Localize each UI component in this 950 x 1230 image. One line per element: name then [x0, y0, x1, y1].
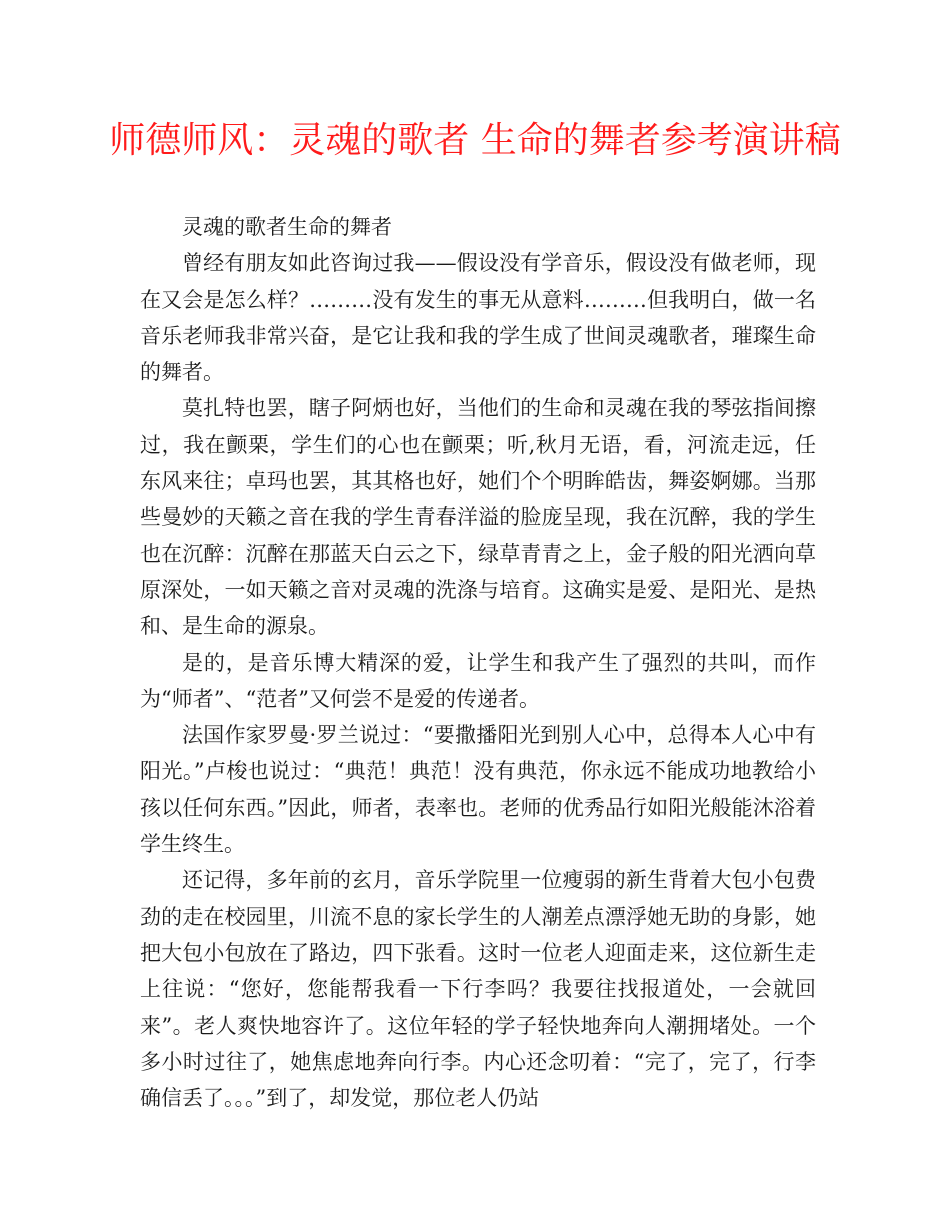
- paragraph: 莫扎特也罢，瞎子阿炳也好，当他们的生命和灵魂在我的琴弦指间擦过，我在颤栗，学生们的心也在颤栗；听,秋月无语，看，河流走远，任东风来往；卓玛也罢，其其格也好，她们个个明眸皓齿，舞姿婀娜。当那些曼妙的天籁之音在我的学生青春洋溢的脸庞呈现，我在沉醉，我的学生也在沉醉：沉醉在那蓝天白云之下，绿草青青之上，金子般的阳光洒向草原深处，一如天籁之音对灵魂的洗涤与培育。这确实是爱、是阳光、是热和、是生命的源泉。: [140, 396, 816, 639]
- paragraph: 灵魂的歌者生命的舞者: [182, 215, 392, 239]
- paragraph: 曾经有朋友如此咨询过我——假设没有学音乐，假设没有做老师，现在又会是怎么样？………没有发生的事无从意料………但我明白，做一名音乐老师我非常兴奋，是它让我和我的学生成了世间灵魂歌者，璀璨生命的舞者。: [140, 251, 816, 385]
- paragraph: 还记得，多年前的玄月，音乐学院里一位瘦弱的新生背着大包小包费劲的走在校园里，川流不息的家长学生的人潮差点漂浮她无助的身影，她把大包小包放在了路边，四下张看。这时一位老人迎面走来，这位新生走上往说：“您好，您能帮我看一下行李吗？我要往找报道处，一会就回来”。老人爽快地容许了。这位年轻的学子轻快地奔向人潮拥堵处。一个多小时过往了，她焦虑地奔向行李。内心还念叨着：“完了，完了，行李确信丢了。。。”到了，却发觉，那位老人仍站: [140, 868, 816, 1111]
- paragraph: 法国作家罗曼·罗兰说过：“要撒播阳光到别人心中，总得本人心中有阳光。”卢梭也说过：“典范！典范！没有典范，你永远不能成功地教给小孩以任何东西。”因此，师者，表率也。老师的优秀品行如阳光般能沐浴着学生终生。: [140, 723, 816, 857]
- document-body: [140, 209, 816, 1116]
- paragraph: 是的，是音乐博大精深的爱，让学生和我产生了强烈的共叫，而作为“师者”、“范者”又何尝不是爱的传递者。: [140, 650, 816, 711]
- document-title: 师德师风：灵魂的歌者 生命的舞者参考演讲稿: [109, 120, 841, 161]
